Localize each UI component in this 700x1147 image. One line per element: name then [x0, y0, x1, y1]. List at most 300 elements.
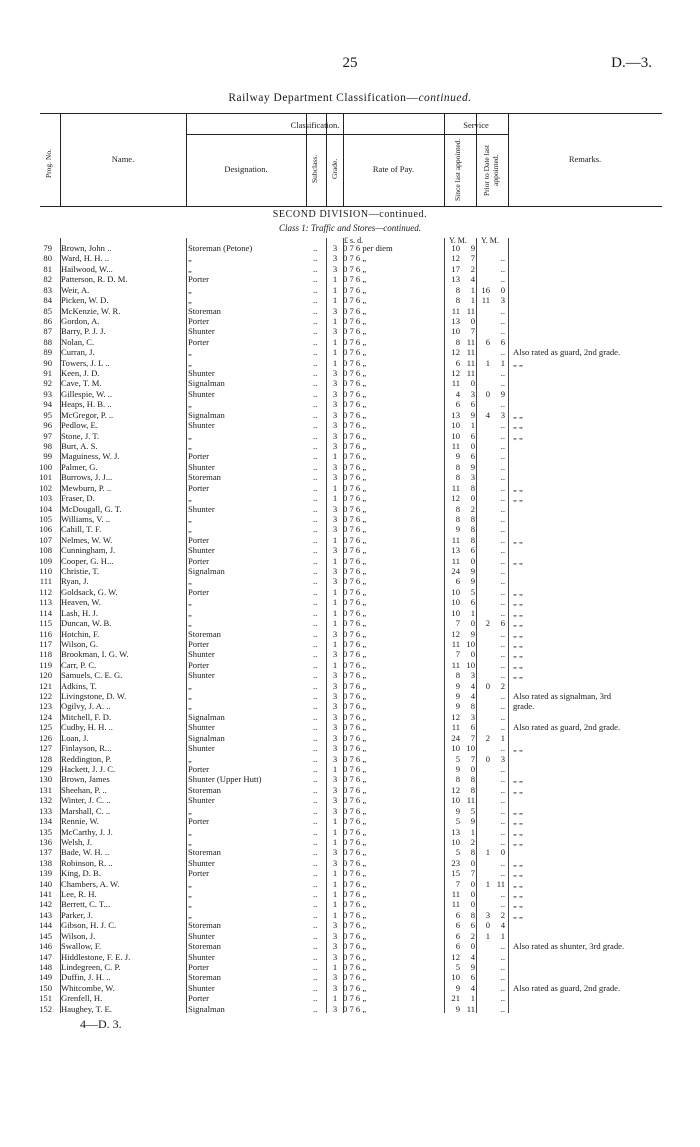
table-row: [0, 295, 700, 305]
cell-gr: 3: [332, 420, 338, 431]
cell-sub: ..: [313, 472, 318, 483]
cell-des: „: [188, 347, 192, 358]
cell-sm: 9: [470, 566, 475, 577]
cell-no: 143: [39, 909, 52, 920]
cell-sm: 0: [470, 618, 475, 629]
cell-pm: ..: [500, 784, 505, 795]
cell-sm: 5: [470, 586, 475, 597]
cell-sm: 2: [470, 503, 475, 514]
cell-sy: 9: [455, 764, 460, 774]
cell-gr: 1: [332, 826, 338, 837]
cell-rem: „ „: [513, 784, 523, 795]
cell-pay: 0 7 6 „: [343, 909, 367, 920]
cell-name: Williams, V. ..: [61, 513, 110, 524]
table-row: [0, 316, 700, 326]
cell-pay: 0 7 6 „: [343, 534, 367, 545]
cell-py: 0: [485, 680, 490, 691]
cell-sm: 9: [470, 961, 475, 972]
cell-name: Hackett, J. J. C.: [61, 764, 116, 774]
cell-sub: ..: [313, 930, 318, 941]
cell-sub: ..: [313, 409, 318, 420]
cell-sm: 0: [470, 899, 475, 910]
cell-gr: 3: [332, 430, 338, 441]
cell-sub: ..: [313, 618, 318, 629]
cell-name: Nolan, C.: [61, 336, 95, 347]
cell-sy: 7: [455, 878, 460, 889]
cell-des: „: [188, 597, 192, 608]
cell-rem: „ „: [513, 493, 523, 504]
cell-des: „: [188, 263, 192, 274]
cell-sm: 2: [470, 263, 475, 274]
cell-rem: „ „: [513, 638, 523, 649]
table-row: [0, 389, 700, 399]
cell-sm: 4: [470, 951, 475, 962]
cell-sm: 11: [466, 305, 475, 316]
cell-sy: 12: [451, 628, 460, 639]
cell-pay: 0 7 6 „: [343, 961, 367, 972]
cell-no: 79: [43, 243, 52, 253]
cell-gr: 1: [332, 889, 338, 900]
cell-sm: 8: [470, 524, 475, 535]
table-row: [0, 535, 700, 545]
cell-pay: 0 7 6 „: [343, 336, 367, 347]
cell-pay: 0 7 6 „: [343, 409, 367, 420]
cell-pay: 0 7 6 „: [343, 305, 367, 316]
cell-no: 119: [39, 659, 52, 670]
cell-rem: „ „: [513, 482, 523, 493]
cell-name: Cahill, T. F.: [61, 524, 102, 535]
cell-gr: 3: [332, 305, 338, 316]
cell-name: Curran, J.: [61, 347, 95, 358]
cell-rem: „ „: [513, 805, 523, 816]
cell-sy: 10: [451, 586, 460, 597]
cell-pm: ..: [500, 659, 505, 670]
table-row: [0, 868, 700, 878]
cell-no: 112: [39, 586, 52, 597]
cell-rem: „ „: [513, 649, 523, 660]
cell-name: McGregor, P. ..: [61, 409, 114, 420]
cell-name: Burrows, J. J...: [61, 472, 113, 483]
cell-no: 113: [39, 597, 52, 608]
cell-sm: 0: [470, 889, 475, 900]
cell-pm: ..: [500, 899, 505, 910]
cell-gr: 3: [332, 670, 338, 681]
cell-pm: ..: [500, 805, 505, 816]
table-row: [0, 899, 700, 909]
cell-pm: 3: [500, 753, 505, 764]
cell-py: 1: [485, 878, 490, 889]
cell-gr: 3: [332, 972, 338, 983]
cell-no: 149: [39, 972, 52, 983]
table-row: [0, 972, 700, 982]
cell-sy: 12: [451, 347, 460, 358]
cell-no: 147: [39, 951, 52, 962]
cell-no: 86: [43, 315, 52, 326]
cell-sy: 7: [455, 649, 460, 660]
cell-gr: 1: [332, 878, 338, 889]
cell-sm: 9: [470, 409, 475, 420]
cell-gr: 1: [332, 482, 338, 493]
cell-py: 3: [485, 909, 490, 920]
cell-pay: 0 7 6 „: [343, 847, 367, 858]
cell-sm: 1: [470, 420, 475, 431]
cell-pay: 0 7 6 „: [343, 982, 367, 993]
cell-des: „: [188, 826, 192, 837]
cell-pay: 0 7 6 „: [343, 732, 367, 743]
cell-sub: ..: [313, 649, 318, 660]
header-since-last: Since last appointed.: [453, 138, 462, 202]
cell-name: Cooper, G. H...: [61, 555, 114, 566]
cell-des: „: [188, 889, 192, 900]
cell-gr: 1: [332, 451, 338, 462]
cell-rem: „ „: [513, 628, 523, 639]
cell-rem: „ „: [513, 816, 523, 827]
cell-name: Cave, T. M.: [61, 378, 102, 389]
cell-sub: ..: [313, 784, 318, 795]
cell-gr: 3: [332, 743, 338, 754]
cell-py: 1: [485, 930, 490, 941]
cell-pay: 0 7 6 „: [343, 889, 367, 900]
cell-sy: 24: [451, 732, 460, 743]
cell-py: 1: [485, 357, 490, 368]
table-row: [0, 472, 700, 482]
units-since: Y. M.: [449, 236, 467, 245]
cell-name: King, D. B.: [61, 868, 101, 879]
cell-name: Winter, J. C. ..: [61, 795, 111, 806]
cell-sm: 11: [466, 1003, 475, 1014]
cell-sy: 24: [451, 566, 460, 577]
cell-des: Shunter: [188, 388, 215, 399]
table-row: [0, 462, 700, 472]
cell-sub: ..: [313, 972, 318, 983]
cell-no: 116: [39, 628, 52, 639]
cell-sm: 4: [470, 982, 475, 993]
cell-gr: 1: [332, 284, 338, 295]
cell-sm: 3: [470, 472, 475, 483]
cell-name: Patterson, R. D. M.: [61, 274, 128, 285]
cell-no: 129: [39, 764, 52, 774]
table-row: [0, 514, 700, 524]
table-row: [0, 483, 700, 493]
cell-sy: 10: [451, 597, 460, 608]
cell-no: 101: [39, 472, 52, 483]
cell-sy: 13: [451, 409, 460, 420]
cell-sub: ..: [313, 284, 318, 295]
cell-pay: 0 7 6 „: [343, 253, 367, 264]
cell-sy: 11: [451, 305, 460, 316]
cell-gr: 1: [332, 638, 338, 649]
cell-sm: 3: [470, 388, 475, 399]
cell-gr: 1: [332, 836, 338, 847]
cell-des: Signalman: [188, 732, 225, 743]
table-row: [0, 576, 700, 586]
cell-no: 142: [39, 899, 52, 910]
cell-pay: 0 7 6 „: [343, 566, 367, 577]
cell-name: Swallow, F.: [61, 941, 102, 952]
cell-sm: 1: [470, 607, 475, 618]
cell-sub: ..: [313, 336, 318, 347]
cell-pm: ..: [500, 951, 505, 962]
cell-sy: 10: [451, 795, 460, 806]
cell-no: 150: [39, 982, 52, 993]
cell-pay: 0 7 6 „: [343, 878, 367, 889]
cell-pay: 0 7 6 „: [343, 263, 367, 274]
cell-name: Samuels, C. E. G.: [61, 670, 123, 681]
cell-no: 132: [39, 795, 52, 806]
cell-sm: 9: [470, 816, 475, 827]
cell-des: „: [188, 701, 192, 712]
cell-des: Storeman: [188, 784, 221, 795]
cell-pay: 0 7 6 „: [343, 774, 367, 785]
cell-no: 81: [43, 263, 52, 274]
cell-gr: 1: [332, 493, 338, 504]
cell-sm: 8: [470, 513, 475, 524]
cell-name: Brown, James: [61, 774, 110, 785]
cell-des: Porter: [188, 555, 210, 566]
cell-pay: 0 7 6 „: [343, 795, 367, 806]
cell-sm: 10: [466, 743, 475, 754]
cell-no: 115: [39, 618, 52, 629]
cell-pay: 0 7 6 „: [343, 451, 367, 462]
cell-pm: ..: [500, 836, 505, 847]
cell-sub: ..: [313, 774, 318, 785]
cell-rem: „ „: [513, 743, 523, 754]
cell-pm: 11: [496, 878, 505, 889]
cell-pay: 0 7 6 „: [343, 711, 367, 722]
table-row: [0, 618, 700, 628]
cell-des: Storeman: [188, 920, 221, 931]
cell-pay: 0 7 6 „: [343, 607, 367, 618]
cell-pm: ..: [500, 889, 505, 900]
cell-gr: 3: [332, 399, 338, 410]
cell-name: Grenfell, H.: [61, 993, 103, 1004]
header-classification: Classification.: [290, 120, 340, 130]
table-row: [0, 691, 700, 701]
cell-rem: „ „: [513, 420, 523, 431]
cell-no: 123: [39, 701, 52, 712]
table-row: [0, 879, 700, 889]
table-row: [0, 399, 700, 409]
cell-pm: 2: [500, 680, 505, 691]
cell-rem: „ „: [513, 836, 523, 847]
cell-name: Brookman, I. G. W.: [61, 649, 129, 660]
cell-sm: 6: [470, 722, 475, 733]
cell-des: Storeman: [188, 847, 221, 858]
cell-sy: 4: [455, 388, 460, 399]
cell-name: Sheehan, P. ..: [61, 784, 107, 795]
cell-pm: 3: [500, 409, 505, 420]
cell-pm: ..: [500, 368, 505, 379]
cell-no: 127: [39, 743, 52, 754]
cell-gr: 3: [332, 774, 338, 785]
cell-rem: „ „: [513, 597, 523, 608]
cell-pay: 0 7 6 „: [343, 972, 367, 983]
cell-pay: 0 7 6 „: [343, 357, 367, 368]
cell-gr: 1: [332, 909, 338, 920]
cell-sy: 9: [455, 680, 460, 691]
header-remarks: Remarks.: [568, 154, 602, 164]
cell-pm: ..: [500, 378, 505, 389]
cell-name: Finlayson, R...: [61, 743, 112, 754]
cell-sy: 6: [455, 357, 460, 368]
cell-name: Burt, A. S.: [61, 440, 98, 451]
cell-sub: ..: [313, 732, 318, 743]
cell-sm: 0: [470, 555, 475, 566]
cell-pay: 0 7 6 „: [343, 691, 367, 702]
cell-gr: 3: [332, 691, 338, 702]
cell-name: Hotchin, F.: [61, 628, 100, 639]
cell-sy: 11: [451, 659, 460, 670]
cell-no: 99: [43, 451, 52, 462]
cell-pm: ..: [500, 513, 505, 524]
cell-name: Palmer, G.: [61, 461, 98, 472]
cell-no: 134: [39, 816, 52, 827]
cell-no: 140: [39, 878, 52, 889]
cell-des: Porter: [188, 534, 210, 545]
cell-sm: 0: [470, 764, 475, 774]
cell-sy: 9: [455, 805, 460, 816]
cell-pay: 0 7 6 „: [343, 274, 367, 285]
cell-pay: 0 7 6 „: [343, 420, 367, 431]
cell-pm: ..: [500, 795, 505, 806]
table-row: [0, 764, 700, 774]
table-row: [0, 1004, 700, 1014]
cell-pm: ..: [500, 503, 505, 514]
cell-name: Gillespie, W. ..: [61, 388, 113, 399]
cell-gr: 3: [332, 566, 338, 577]
cell-gr: 3: [332, 378, 338, 389]
cell-sub: ..: [313, 524, 318, 535]
cell-pm: ..: [500, 555, 505, 566]
cell-rem: „ „: [513, 774, 523, 785]
cell-sy: 5: [455, 961, 460, 972]
cell-sm: 0: [470, 315, 475, 326]
cell-pm: ..: [500, 826, 505, 837]
cell-py: 0: [485, 388, 490, 399]
cell-no: 126: [39, 732, 52, 743]
cell-sm: 8: [470, 909, 475, 920]
cell-no: 144: [39, 920, 52, 931]
cell-des: Shunter: [188, 649, 215, 660]
table-row: [0, 358, 700, 368]
cell-gr: 3: [332, 513, 338, 524]
cell-name: McDougall, G. T.: [61, 503, 122, 514]
cell-name: Lash, H. J.: [61, 607, 98, 618]
cell-des: „: [188, 430, 192, 441]
table-row: [0, 347, 700, 357]
cell-sm: 2: [470, 836, 475, 847]
cell-sub: ..: [313, 274, 318, 285]
cell-pay: 0 7 6 „: [343, 649, 367, 660]
cell-pay: 0 7 6 „: [343, 347, 367, 358]
cell-gr: 3: [332, 701, 338, 712]
cell-pm: 9: [500, 388, 505, 399]
cell-pm: ..: [500, 545, 505, 556]
cell-pay: 0 7 6 „: [343, 753, 367, 764]
cell-no: 96: [43, 420, 52, 431]
cell-sub: ..: [313, 420, 318, 431]
cell-pay: 0 7 6 „: [343, 378, 367, 389]
cell-des: „: [188, 607, 192, 618]
cell-sub: ..: [313, 586, 318, 597]
cell-sm: 9: [470, 576, 475, 587]
cell-des: „: [188, 909, 192, 920]
cell-pm: ..: [500, 472, 505, 483]
title-main: Railway Department Classification—: [228, 92, 419, 104]
cell-sub: ..: [313, 461, 318, 472]
cell-no: 125: [39, 722, 52, 733]
cell-sub: ..: [313, 597, 318, 608]
table-row: [0, 733, 700, 743]
cell-pay: 0 7 6 „: [343, 326, 367, 337]
cell-sy: 13: [451, 826, 460, 837]
cell-des: Porter: [188, 868, 210, 879]
cell-des: Shunter: [188, 368, 215, 379]
cell-des: Storeman: [188, 628, 221, 639]
cell-gr: 3: [332, 243, 338, 253]
cell-des: Shunter: [188, 795, 215, 806]
table-row: [0, 754, 700, 764]
cell-sm: 11: [466, 795, 475, 806]
table-row: [0, 587, 700, 597]
cell-des: Shunter (Upper Hutt): [188, 774, 262, 785]
cell-sm: 0: [470, 378, 475, 389]
cell-sy: 13: [451, 545, 460, 556]
table-row: [0, 931, 700, 941]
cell-sm: 10: [466, 659, 475, 670]
cell-gr: 3: [332, 326, 338, 337]
cell-no: 114: [39, 607, 52, 618]
cell-des: Porter: [188, 816, 210, 827]
cell-sy: 12: [451, 951, 460, 962]
cell-name: McKenzie, W. R.: [61, 305, 121, 316]
cell-sy: 12: [451, 368, 460, 379]
cell-sub: ..: [313, 847, 318, 858]
cell-name: Heaps, H. B. ..: [61, 399, 112, 410]
cell-sm: 6: [470, 545, 475, 556]
cell-gr: 3: [332, 951, 338, 962]
cell-pm: ..: [500, 586, 505, 597]
cell-rem: Also rated as guard, 2nd grade.: [513, 982, 621, 993]
cell-pay: 0 7 6 „: [343, 388, 367, 399]
cell-pay: 0 7 6 „: [343, 1003, 367, 1014]
cell-name: Weir, A.: [61, 284, 90, 295]
cell-sy: 9: [455, 701, 460, 712]
cell-gr: 1: [332, 534, 338, 545]
header-prog-no: Prog. No.: [44, 149, 53, 179]
cell-des: „: [188, 691, 192, 702]
cell-sub: ..: [313, 711, 318, 722]
cell-des: Storeman: [188, 305, 221, 316]
cell-pay: 0 7 6 „: [343, 993, 367, 1004]
cell-gr: 1: [332, 868, 338, 879]
cell-sm: 7: [470, 753, 475, 764]
header-rate-of-pay: Rate of Pay.: [372, 164, 415, 174]
cell-des: „: [188, 753, 192, 764]
cell-sub: ..: [313, 253, 318, 264]
cell-gr: 3: [332, 680, 338, 691]
cell-sy: 11: [451, 482, 460, 493]
cell-sub: ..: [313, 451, 318, 462]
cell-sm: 1: [470, 826, 475, 837]
cell-sy: 8: [455, 774, 460, 785]
table-row: [0, 847, 700, 857]
cell-des: Shunter: [188, 326, 215, 337]
cell-sm: 8: [470, 847, 475, 858]
cell-pm: ..: [500, 263, 505, 274]
cell-sm: 3: [470, 670, 475, 681]
cell-no: 92: [43, 378, 52, 389]
